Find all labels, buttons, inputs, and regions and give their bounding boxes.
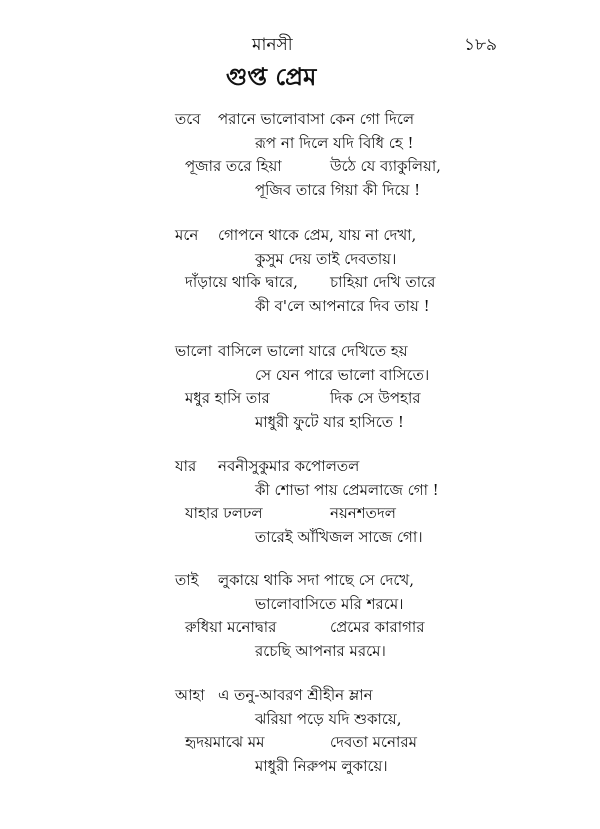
poem-line: পূজার তরে হিয়া <box>185 157 282 175</box>
poem-line: তবে <box>175 110 201 128</box>
poem-line: তারেই আঁখিজল সাজে গো। <box>255 528 423 546</box>
poem-line: এ তনু-আবরণ শ্রীহীন ম্লান <box>218 686 373 704</box>
poem-line: পূজিব তারে গিয়া কী দিয়ে ! <box>255 181 421 199</box>
poem-line: রুধিয়া মনোদ্বার <box>185 618 277 636</box>
poem-line: রচেছি আপনার মরমে। <box>255 642 386 660</box>
poem-line: গোপনে থাকে প্রেম, যায় না দেখা, <box>218 226 417 244</box>
poem-line: তাই <box>175 571 199 589</box>
poem-line: কুসুম দেয় তাই দেবতায়। <box>255 250 397 268</box>
poem-line: ঝরিয়া পড়ে যদি শুকায়ে, <box>255 710 402 728</box>
poem-line: প্রেমের কারাগার <box>330 618 425 636</box>
poem-line: ভালোবাসিতে মরি শরমে। <box>255 595 404 613</box>
poem-line: মধুর হাসি তার <box>185 389 270 407</box>
running-header: মানসী <box>252 35 293 55</box>
poem-line: মাধুরী নিরুপম লুকায়ে। <box>255 757 388 775</box>
poem-line: কী ব'লে আপনারে দিব তায় ! <box>255 297 430 315</box>
poem-line: নবনীসুকুমার কপোলতল <box>218 457 360 475</box>
poem-line: চাহিয়া দেখি তারে <box>330 273 436 291</box>
poem-line: দাঁড়ায়ে থাকি দ্বারে, <box>185 273 298 291</box>
poem-line: সে যেন পারে ভালো বাসিতে। <box>255 366 430 384</box>
poem-line: লুকায়ে থাকি সদা পাছে সে দেখে, <box>218 571 414 589</box>
poem-line: রূপ না দিলে যদি বিধি হে ! <box>255 134 414 152</box>
poem-line: দিক সে উপহার <box>330 389 421 407</box>
poem-line: যাহার ঢলঢল <box>185 504 263 522</box>
poem-line: বাসিলে ভালো যারে দেখিতে হয় <box>218 342 408 360</box>
poem-title: গুপ্ত প্রেম <box>226 62 317 91</box>
poem-line: ভালো <box>175 342 213 360</box>
poem-line: মাধুরী ফুটে যার হাসিতে ! <box>255 413 404 431</box>
poem-line: আহা <box>175 686 205 704</box>
poem-line: মনে <box>175 226 199 244</box>
poem-line: হৃদয়মাঝে মম <box>185 733 265 751</box>
page-number: ১৮৯ <box>464 35 498 55</box>
poem-line: যার <box>175 457 197 475</box>
poem-line: নয়নশতদল <box>330 504 396 522</box>
poem-line: উঠে যে ব্যাকুলিয়া, <box>330 157 441 175</box>
poem-line: পরানে ভালোবাসা কেন গো দিলে <box>218 110 415 128</box>
poem-line: কী শোভা পায় প্রেমলাজে গো ! <box>255 481 439 499</box>
poem-line: দেবতা মনোরম <box>330 733 417 751</box>
